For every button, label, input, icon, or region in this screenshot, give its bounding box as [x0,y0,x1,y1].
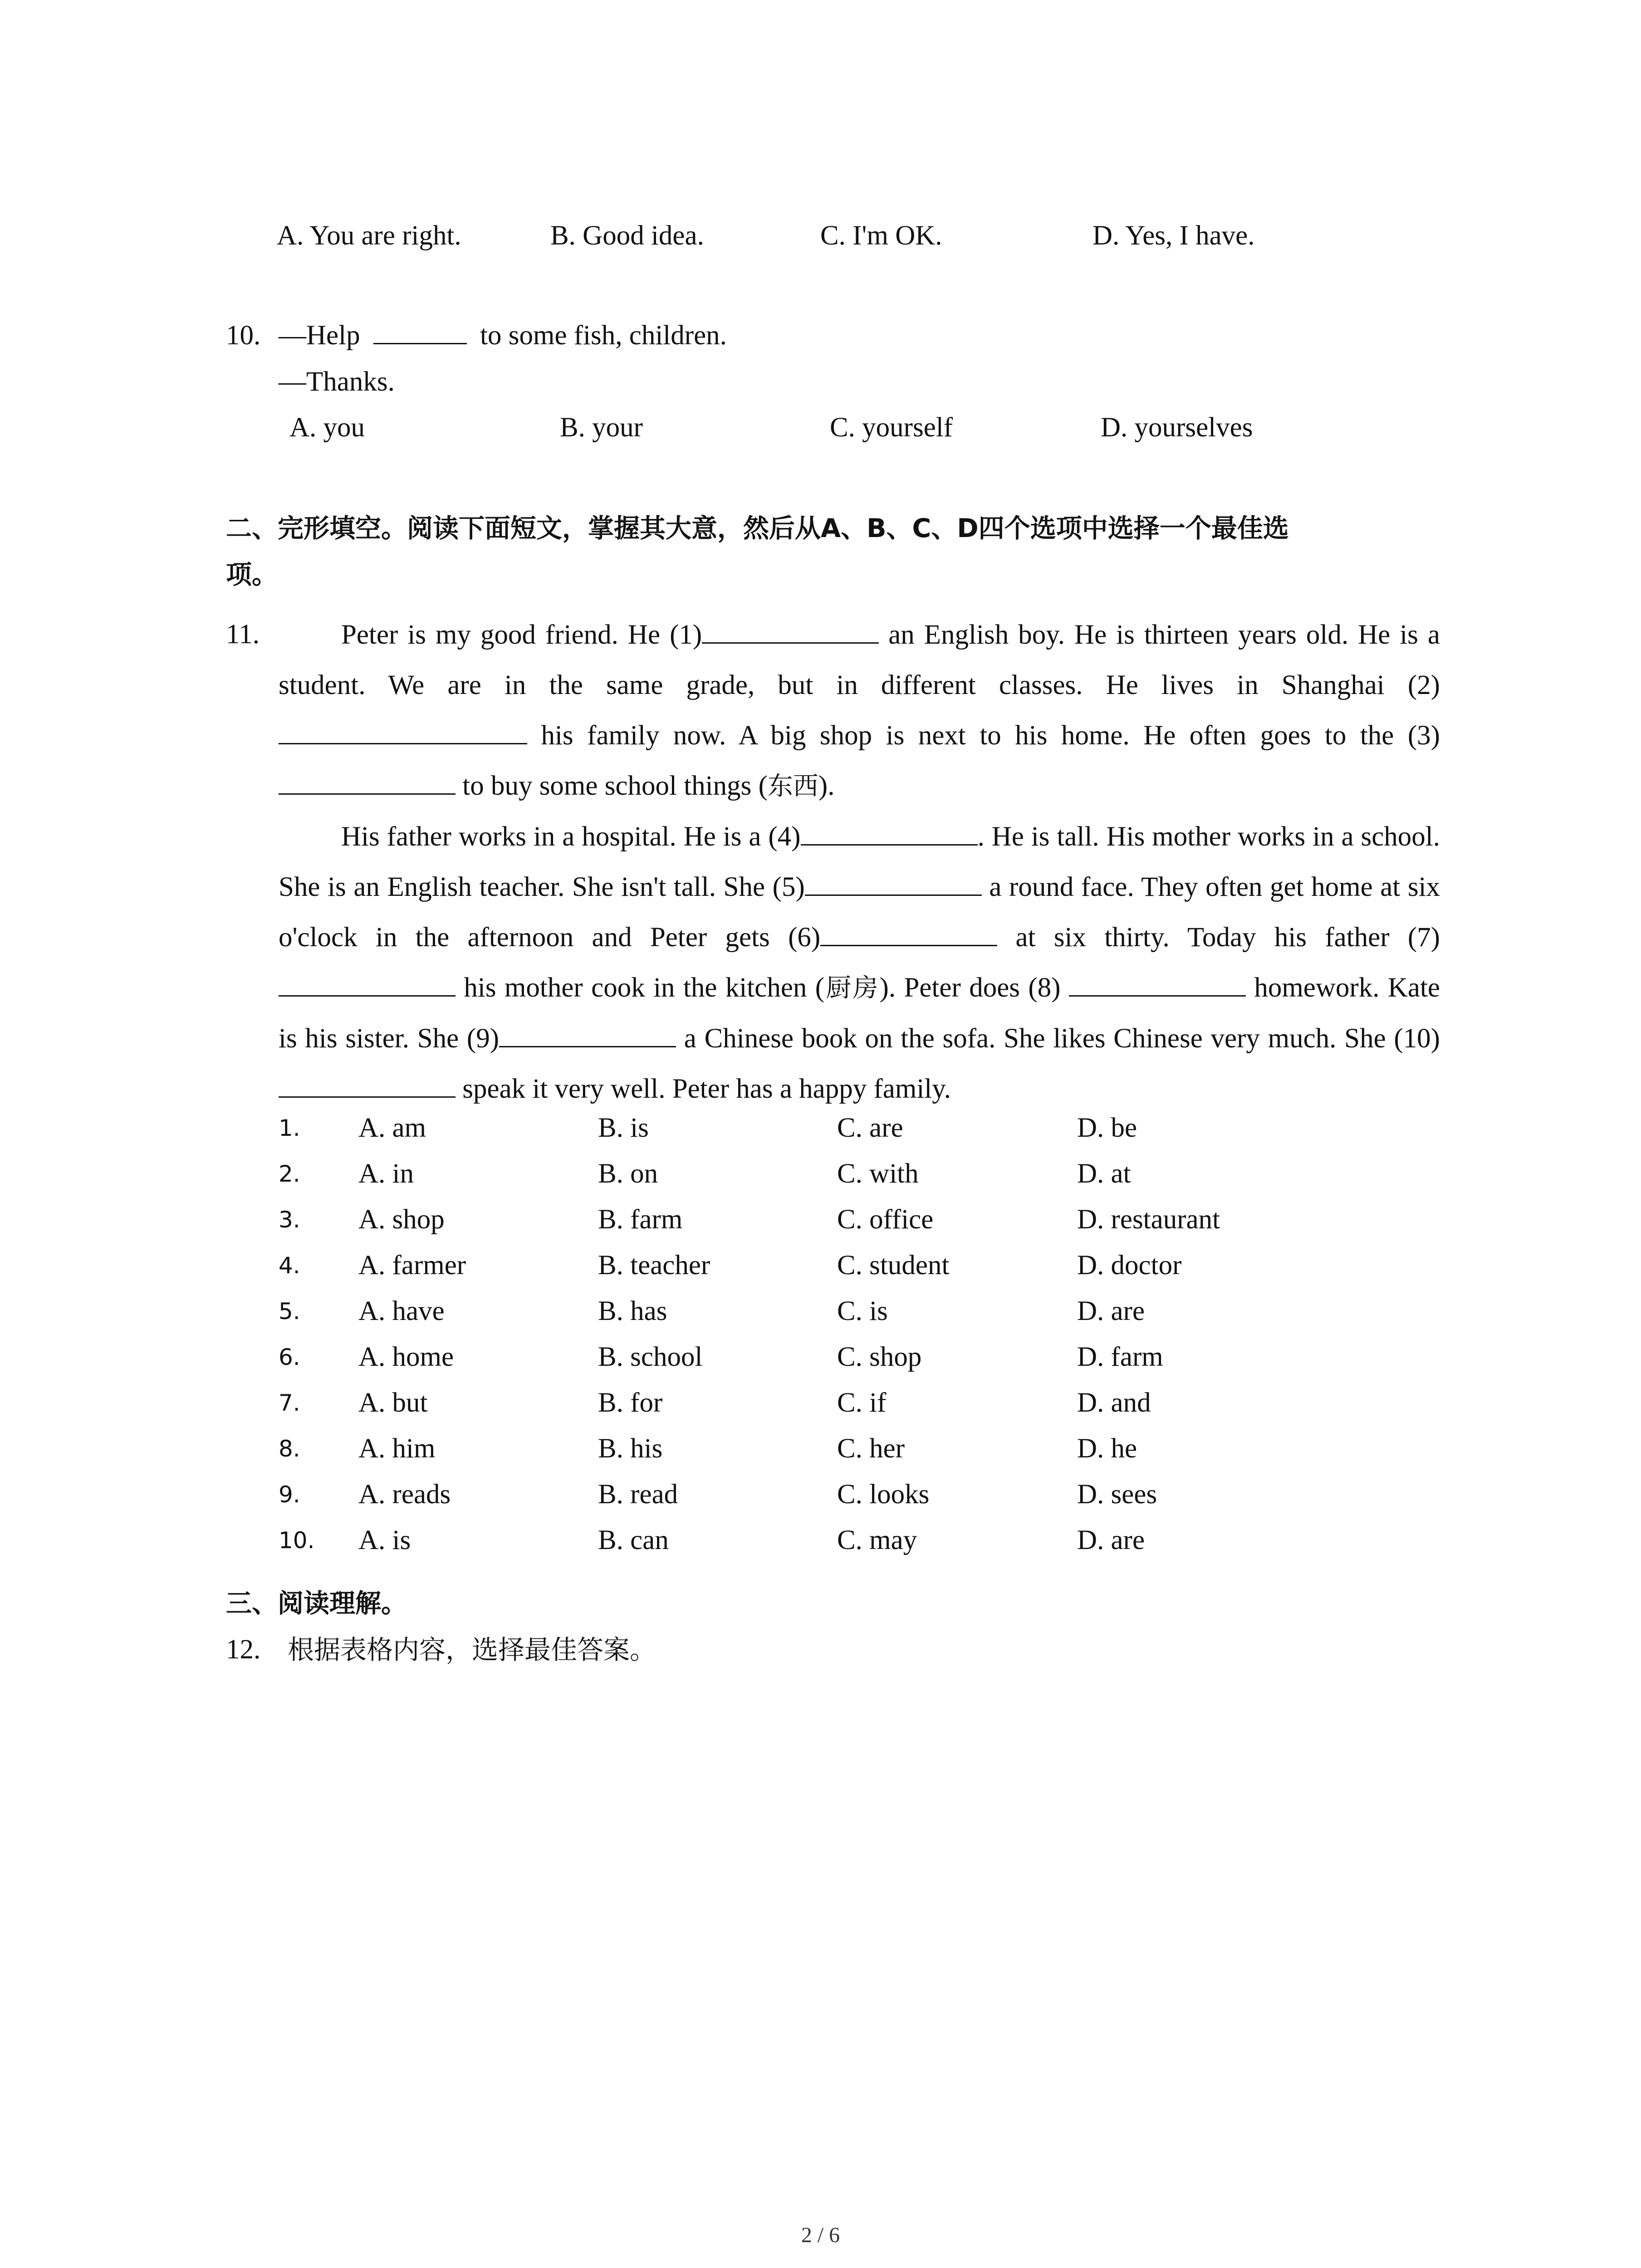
blank-3 [279,766,456,795]
choice-b: B. school [598,1342,703,1372]
page-number: 2 / 6 [801,2223,840,2247]
blank-1 [702,615,879,644]
choice-d: D. and [1077,1388,1151,1418]
p2-text-3: a round face. They often get home at six o'clock in the afternoon and Peter gets (6) [279,872,1440,953]
choice-d: D. farm [1077,1342,1163,1372]
choice-number: 4. [279,1252,300,1279]
choice-b: B. has [598,1296,667,1326]
choice-c: C. are [837,1113,903,1143]
choice-b: B. can [598,1525,669,1555]
choice-b: B. read [598,1479,678,1510]
choice-d: D. doctor [1077,1250,1182,1281]
choice-a: A. shop [358,1204,445,1235]
choice-c: C. her [837,1433,905,1464]
choice-d: D. he [1077,1433,1137,1464]
blank-5 [805,867,982,896]
p2-text-6: ). Peter does (8) [879,973,1061,1003]
p2-text-8: a Chinese book on the sofa. She likes Chinese very much. She (10) [684,1023,1440,1054]
choice-number: 8. [279,1436,300,1462]
p2-text-4: at six thirty. Today his father (7) [1015,922,1440,953]
cloze-paragraph-1 [279,610,1440,811]
choice-number: 5. [279,1298,300,1325]
choice-c: C. shop [837,1342,922,1372]
choice-d: D. restaurant [1077,1204,1220,1235]
choice-number: 10. [279,1527,315,1554]
choice-a: A. am [358,1113,426,1143]
choice-d: D. sees [1077,1479,1157,1510]
choice-row-1 [0,1108,1641,1149]
p2-text-9: speak it very well. Peter has a happy family. [462,1074,951,1104]
choice-row-4 [0,1245,1641,1286]
blank-4 [801,817,978,846]
section2-heading-line2: 项。 [226,560,278,590]
p2-text-5: his mother cook in the kitchen ( [464,973,825,1003]
blank-2 [279,716,527,744]
choice-number: 7. [279,1390,300,1416]
q12-instruction: 根据表格内容，选择最佳答案。 [288,1634,656,1665]
choice-c: C. may [837,1525,917,1555]
choice-b: B. his [598,1433,663,1464]
p2-text-1: His father works in a hospital. He is a (4) [341,821,801,852]
choice-a: A. is [358,1525,411,1555]
choice-b: B. farm [598,1204,683,1235]
choice-row-2 [0,1154,1641,1194]
blank-7 [279,968,456,997]
p1-text-5: ). [818,771,835,801]
choice-c: C. if [837,1388,887,1418]
choice-number: 3. [279,1207,300,1233]
choice-row-10 [0,1520,1641,1561]
choice-a: A. home [358,1342,454,1372]
choice-number: 9. [279,1481,300,1508]
choice-row-8 [0,1428,1641,1469]
q10-option-b: B. your [560,412,643,443]
blank-8 [1069,968,1246,997]
choice-row-3 [0,1199,1641,1240]
choice-row-5 [0,1291,1641,1332]
p2-text-7: homework. Kate is his sister. She (9) [279,973,1440,1054]
section3-heading: 三、阅读理解。 [226,1589,407,1618]
choice-b: B. for [598,1388,663,1418]
choice-number: 6. [279,1344,300,1370]
choice-a: A. but [358,1388,428,1418]
choice-b: B. teacher [598,1250,710,1281]
section2-heading-line1: 二、完形填空。阅读下面短文，掌握其大意，然后从A、B、C、D四个选项中选择一个最佳选 [226,513,1289,543]
choice-b: B. is [598,1113,649,1143]
choice-row-9 [0,1474,1641,1515]
choice-c: C. with [837,1158,919,1189]
q10-option-d: D. yourselves [1101,412,1253,443]
q10-line1-before: —Help [279,320,360,351]
q10-number: 10. [226,320,261,351]
q10-option-c: C. yourself [830,412,953,443]
choice-number: 2. [279,1161,300,1187]
choice-b: B. on [598,1158,658,1189]
q10-option-a: A. you [289,412,365,443]
choice-number: 1. [279,1115,300,1141]
choice-row-7 [0,1383,1641,1423]
blank-10 [279,1069,456,1098]
choice-a: A. reads [358,1479,451,1510]
q11-number: 11. [226,619,260,650]
choice-d: D. are [1077,1296,1145,1326]
q12-number: 12. [226,1634,261,1665]
choice-c: C. is [837,1296,888,1326]
p1-text-2: an English boy. He is thirteen years old. He is a student. We are in the same grade, but in different classes. He lives in Shanghai (2) [279,620,1440,700]
q9-option-a: A. You are right. [277,220,461,251]
cloze-passage [279,610,1440,1114]
q10-line1-after: to some fish, children. [480,320,727,351]
p2-text-2: . He is tall. His mother works in a school. She is an English teacher. She isn't tall. She (5) [279,821,1440,902]
blank-6 [820,918,997,946]
p1-chinese-gloss: 东西 [767,772,818,801]
p1-text-3: his family now. A big shop is next to his home. He often goes to the (3) [541,720,1440,751]
q9-option-c: C. I'm OK. [820,220,942,251]
choice-row-6 [0,1337,1641,1378]
choice-a: A. have [358,1296,445,1326]
choice-a: A. him [358,1433,436,1464]
q10-line2: —Thanks. [279,367,395,397]
choice-a: A. farmer [358,1250,466,1281]
p1-text-1: Peter is my good friend. He (1) [341,620,702,650]
choice-c: C. student [837,1250,950,1281]
q9-option-d: D. Yes, I have. [1092,220,1255,251]
blank-9 [499,1019,676,1047]
choice-d: D. at [1077,1158,1131,1189]
q10-blank [373,316,467,344]
choice-a: A. in [358,1158,414,1189]
q10-options [0,407,1641,448]
q9-options [0,215,1641,256]
q10-line1 [279,315,727,356]
choice-c: C. office [837,1204,934,1235]
choice-d: D. are [1077,1525,1145,1555]
p1-text-4: to buy some school things ( [462,771,768,801]
p2-chinese-gloss: 厨房 [824,973,880,1003]
cloze-paragraph-2 [279,811,1440,1114]
choice-d: D. be [1077,1113,1137,1143]
choice-c: C. looks [837,1479,930,1510]
q9-option-b: B. Good idea. [550,220,704,251]
